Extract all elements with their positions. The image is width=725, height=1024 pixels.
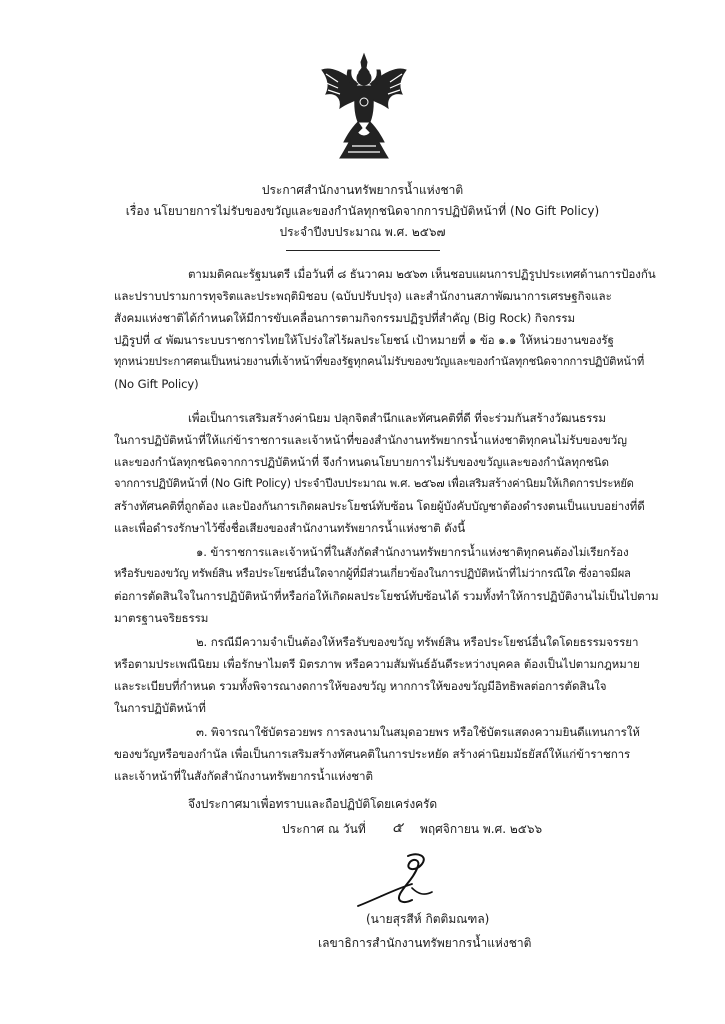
paragraph-line: หรือรับของขวัญ ทรัพย์สิน หรือประโยชน์อื่นใดจากผู้ที่มีส่วนเกี่ยวข้องในการปฏิบัติหน้าที่ไม่ว่ากรณีใด ซึ่งอาจมีผล [114,567,631,580]
paragraph-line: สร้างทัศนคติที่ถูกต้อง และป้องกันการเกิดผลประโยชน์ทับซ้อน โดยผู้บังคับบัญชาต้องดำรงตนเป็นแบบอย่างที่ดี [114,499,645,513]
paragraph-line: ปฏิรูปที่ ๔ พัฒนาระบบราชการไทยให้โปร่งใสไร้ผลประโยชน์ เป้าหมายที่ ๑ ข้อ ๑.๑ ให้หน่วยงานของรัฐ [114,333,614,347]
policy-item-1: ๑. ข้าราชการและเจ้าหน้าที่ในสังกัดสำนักงานทรัพยากรน้ำแห่งชาติทุกคนต้องไม่เรียกร้อง [196,545,629,559]
paragraph-line: และเพื่อดำรงรักษาไว้ซึ่งชื่อเสียงของสำนักงานทรัพยากรน้ำแห่งชาติ ดังนี้ [114,521,466,535]
announce-date-day: ๕ [392,820,403,836]
announcement-subject: เรื่อง นโยบายการไม่รับของขวัญและของกำนัลทุกชนิดจากการปฏิบัติหน้าที่ (No Gift Policy) [125,204,600,218]
paragraph-line: ในการปฏิบัติหน้าที่ [114,701,206,715]
paragraph-line: ของขวัญหรือของกำนัล เพื่อเป็นการเสริมสร้างทัศนคติในการประหยัด สร้างค่านิยมมัธยัสถ์ให้แก่ข้าราชการ [114,747,631,761]
signer-position: เลขาธิการสำนักงานทรัพยากรน้ำแห่งชาติ [318,936,532,950]
paragraph-line: (No Gift Policy) [114,377,199,391]
paragraph-line: และของกำนัลทุกชนิดจากการปฏิบัติหน้าที่ จึงกำหนดนโยบายการไม่รับของขวัญและของกำนัลทุกชนิด [114,455,609,469]
closing-statement: จึงประกาศมาเพื่อทราบและถือปฏิบัติโดยเคร่งครัด [188,797,438,811]
announcement-title: ประกาศสำนักงานทรัพยากรน้ำแห่งชาติ [261,183,464,197]
paragraph-line: เพื่อเป็นการเสริมสร้างค่านิยม ปลุกจิตสำนึกและทัศนคติที่ดี ที่จะร่วมกันสร้างวัฒนธรรม [188,411,606,425]
paragraph-line: และปราบปรามการทุจริตและประพฤติมิชอบ (ฉบับปรับปรุง) และสำนักงานสภาพัฒนาการเศรษฐกิจและ [114,289,612,303]
announce-date-month-year: พฤศจิกายน พ.ศ. ๒๕๖๖ [420,822,543,836]
announce-date-prefix: ประกาศ ณ วันที่ [282,822,366,836]
paragraph-line: ต่อการตัดสินใจในการปฏิบัติหน้าที่หรือก่อให้เกิดผลประโยชน์ทับซ้อนได้ รวมทั้งทำให้การปฏิบัติงานไม่เป็นไปตาม [114,589,659,603]
signer-name: (นายสุรสีห์ กิตติมณฑล) [366,912,490,926]
paragraph-line: สังคมแห่งชาติได้กำหนดให้มีการขับเคลื่อนการตามกิจกรรมปฏิรูปที่สำคัญ (Big Rock) กิจกรรม [114,311,576,325]
paragraph-line: ในการปฏิบัติหน้าที่ให้แก่ข้าราชการและเจ้าหน้าที่ของสำนักงานทรัพยากรน้ำแห่งชาติทุกคนไม่รับของขวัญ [114,433,627,447]
paragraph-line: จากการปฏิบัติหน้าที่ (No Gift Policy) ประจำปีงบประมาณ พ.ศ. ๒๕๖๗ เพื่อเสริมสร้างค่านิยมให้เกิดการประหยัด [114,477,634,490]
handwritten-signature [348,848,458,918]
paragraph-line: ตามมติคณะรัฐมนตรี เมื่อวันที่ ๘ ธันวาคม ๒๕๖๓ เห็นชอบแผนการปฏิรูปประเทศด้านการป้องกัน [188,267,656,281]
paragraph-line: มาตรฐานจริยธรรม [114,611,209,625]
paragraph-line: และระเบียบที่กำหนด รวมทั้งพิจารณางดการให้ของขวัญ หากการให้ของขวัญมีอิทธิพลต่อการตัดสินใจ [114,679,607,693]
paragraph-line: ทุกหน่วยประกาศตนเป็นหน่วยงานที่เจ้าหน้าที่ของรัฐทุกคนไม่รับของขวัญและของกำนัลทุกชนิดจากการปฏิบัติหน้าที่ [114,355,645,368]
policy-item-3: ๓. พิจารณาใช้บัตรอวยพร การลงนามในสมุดอวยพร หรือใช้บัตรแสดงความยินดีแทนการให้ [196,725,640,739]
paragraph-line: หรือตามประเพณีนิยม เพื่อรักษาไมตรี มิตรภาพ หรือความสัมพันธ์อันดีระหว่างบุคคล ต้องเป็นไปตามกฎหมาย [114,657,640,671]
header-divider [286,250,440,251]
fiscal-year: ประจำปีงบประมาณ พ.ศ. ๒๕๖๗ [279,225,446,239]
policy-item-2: ๒. กรณีมีความจำเป็นต้องให้หรือรับของขวัญ ทรัพย์สิน หรือประโยชน์อื่นใดโดยธรรมจรรยา [196,635,639,649]
paragraph-line: และเจ้าหน้าที่ในสังกัดสำนักงานทรัพยากรน้ำแห่งชาติ [114,769,373,783]
garuda-emblem [318,52,410,162]
